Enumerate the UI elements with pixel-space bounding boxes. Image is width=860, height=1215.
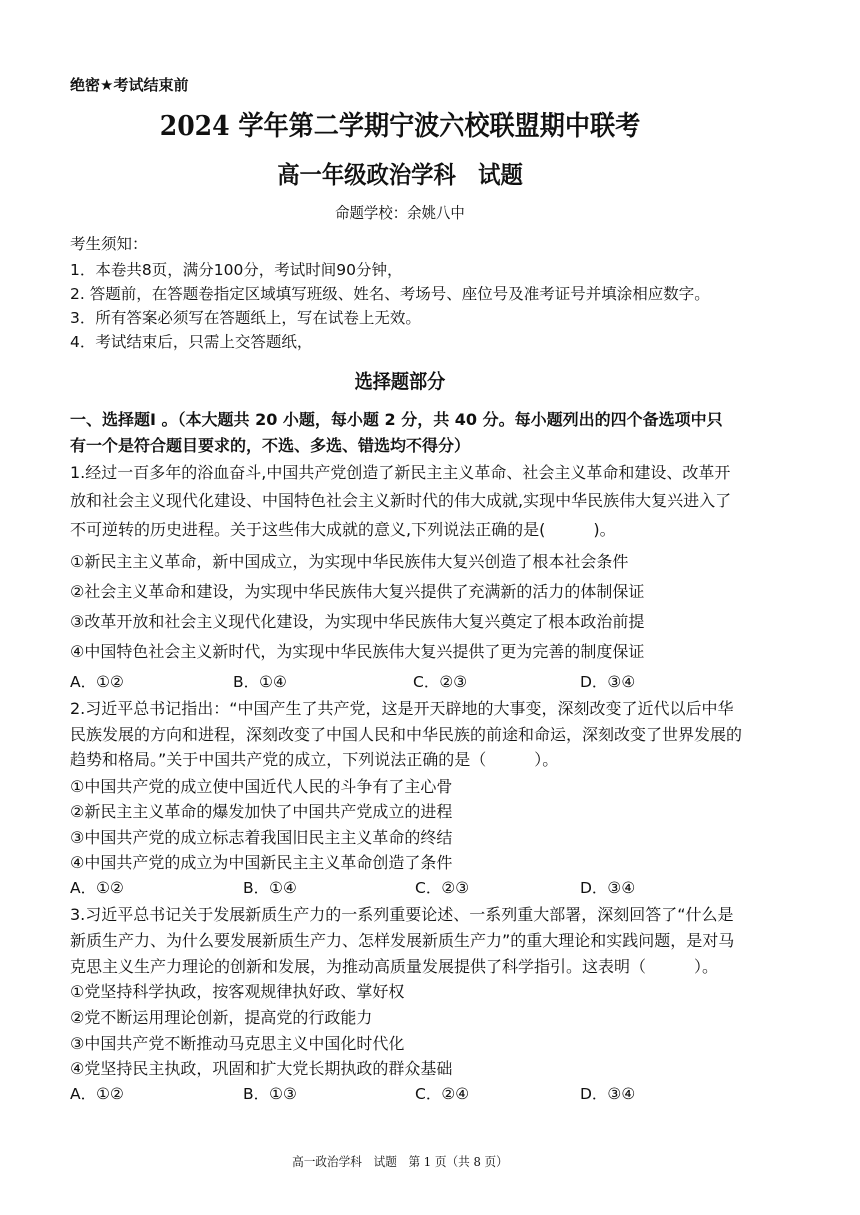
question-3-option-b: B．①③ (243, 1085, 297, 1103)
question-1-statement: ③改革开放和社会主义现代化建设，为实现中华民族伟大复兴奠定了根本政治前提 (70, 612, 645, 631)
question-2-statement: ③中国共产党的成立标志着我国旧民主主义革命的终结 (70, 828, 453, 847)
question-1-statement: ①新民主主义革命，新中国成立，为实现中华民族伟大复兴创造了根本社会条件 (70, 552, 629, 571)
question-2-option-b: B．①④ (243, 879, 297, 897)
question-1-stem: 1.经过一百多年的浴血奋斗,中国共产党创造了新民主主义革命、社会主义革命和建设、改革开 (70, 463, 731, 482)
question-1-statement: ④中国特色社会主义新时代，为实现中华民族伟大复兴提供了更为完善的制度保证 (70, 642, 645, 661)
question-2-stem: 2.习近平总书记指出：“中国产生了共产党，这是开天辟地的大事变，深刻改变了近代以后中华 (70, 699, 734, 718)
question-2-option-d: D．③④ (580, 879, 636, 897)
question-3-statement: ③中国共产党不断推动马克思主义中国化时代化 (70, 1034, 405, 1053)
question-3-stem: 克思主义生产力理论的创新和发展，为推动高质量发展提供了科学指引。这表明（ ）。 (70, 957, 719, 976)
question-1-option-d: D．③④ (580, 673, 636, 691)
question-3-statement: ④党坚持民主执政，巩固和扩大党长期执政的群众基础 (70, 1059, 453, 1078)
question-2-statement: ①中国共产党的成立使中国近代人民的斗争有了主心骨 (70, 777, 453, 796)
question-3-statement: ①党坚持科学执政，按客观规律执好政、掌好权 (70, 982, 405, 1001)
question-3-stem: 3.习近平总书记关于发展新质生产力的一系列重要论述、一系列重大部署，深刻回答了“什么是 (70, 905, 734, 924)
question-2-option-a: A．①② (70, 879, 124, 897)
question-3-option-a: A．①② (70, 1085, 124, 1103)
question-2-stem: 民族发展的方向和进程，深刻改变了中国人民和中华民族的前途和命运，深刻改变了世界发展的 (70, 725, 743, 744)
page-footer: 高一政治学科 试题 第 1 页（共 8 页） (292, 1154, 508, 1169)
notice-item: 3．所有答案必须写在答题纸上，写在试卷上无效。 (70, 309, 421, 327)
notice-heading: 考生须知： (70, 235, 148, 253)
question-1-stem: 放和社会主义现代化建设、中国特色社会主义新时代的伟大成就,实现中华民族伟大复兴进入了 (70, 491, 732, 510)
question-2-statement: ②新民主主义革命的爆发加快了中国共产党成立的进程 (70, 802, 453, 821)
confidential-label: 绝密★考试结束前 (70, 76, 189, 94)
notice-item: 4．考试结束后，只需上交答题纸， (70, 333, 313, 351)
notice-item: 1．本卷共8页，满分100分，考试时间90分钟， (70, 261, 403, 279)
section-title: 选择题部分 (354, 370, 446, 393)
notice-item: 2. 答题前，在答题卷指定区域填写班级、姓名、考场号、座位号及准考证号并填涂相应数字。 (70, 285, 710, 303)
question-2-stem: 趋势和格局。”关于中国共产党的成立，下列说法正确的是（ ）。 (70, 750, 559, 769)
exam-title: 2024 学年第二学期宁波六校联盟期中联考 (159, 111, 641, 142)
question-1-option-b: B．①④ (233, 673, 287, 691)
question-1-stem: 不可逆转的历史进程。关于这些伟大成就的意义,下列说法正确的是( )。 (70, 520, 616, 539)
question-1-option-a: A．①② (70, 673, 124, 691)
question-2-statement: ④中国共产党的成立为中国新民主主义革命创造了条件 (70, 853, 453, 872)
question-1-statement: ②社会主义革命和建设，为实现中华民族伟大复兴提供了充满新的活力的体制保证 (70, 582, 645, 601)
question-3-statement: ②党不断运用理论创新，提高党的行政能力 (70, 1008, 373, 1027)
question-3-option-d: D．③④ (580, 1085, 636, 1103)
setter-school: 命题学校：余姚八中 (335, 204, 465, 222)
instructions-line: 一、选择题Ⅰ 。（本大题共 20 小题，每小题 2 分，共 40 分。每小题列出的四个备选项中只 (70, 410, 723, 429)
question-1-option-c: C．②③ (413, 673, 468, 691)
instructions-line: 有一个是符合题目要求的，不选、多选、错选均不得分） (70, 436, 471, 455)
question-3-option-c: C．②④ (415, 1085, 470, 1103)
question-3-stem: 新质生产力、为什么要发展新质生产力、怎样发展新质生产力”的重大理论和实践问题，是对马 (70, 931, 735, 950)
question-2-option-c: C．②③ (415, 879, 470, 897)
exam-subtitle: 高一年级政治学科 试题 (277, 160, 523, 189)
